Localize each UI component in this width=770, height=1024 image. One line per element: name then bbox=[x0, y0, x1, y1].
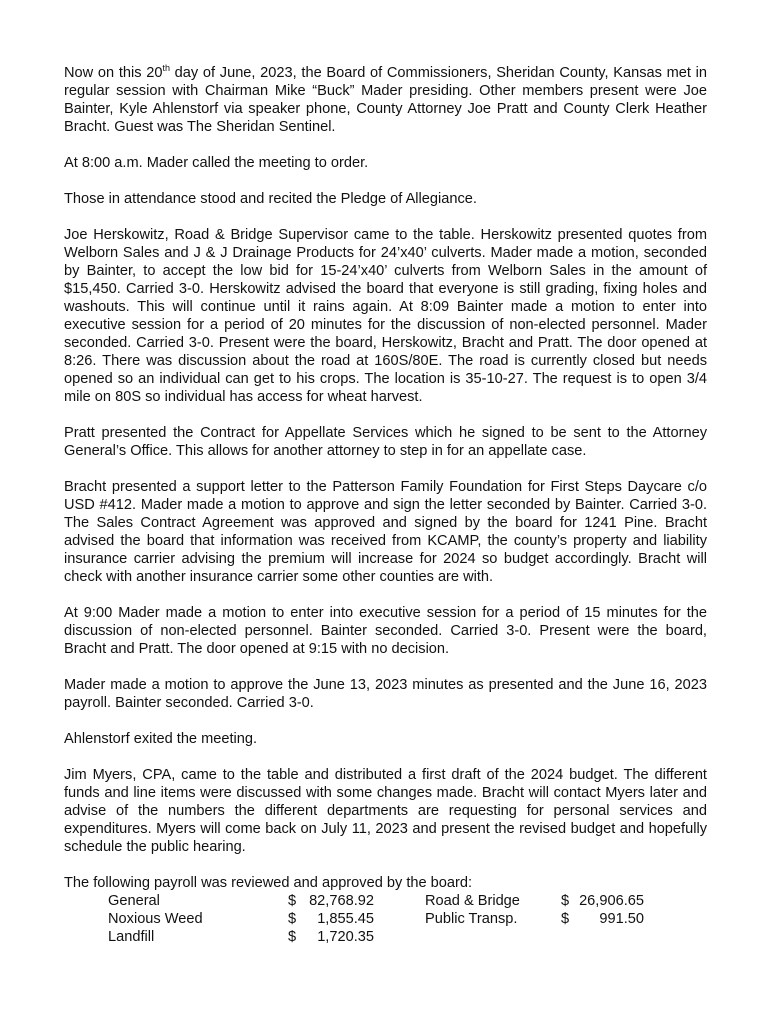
payroll-intro: The following payroll was reviewed and approved by the board: bbox=[64, 875, 473, 891]
ahlenstorf-exit-paragraph: Ahlenstorf exited the meeting. bbox=[64, 731, 258, 747]
opening-text-part2: day of June, 2023, the Board of Commissioners, Sheridan County, Kansas met in regular session with Chairman Mike “Buck” Mader presiding. Other members present were Joe Bainter, Kyle Ahlenstorf via speaker phone, County Attorney Joe Pratt and County Clerk Heather Bracht. Guest was The Sheridan Sentinel. bbox=[64, 65, 707, 135]
ordinal-superscript: th bbox=[162, 63, 170, 74]
minutes-approval-paragraph: Mader made a motion to approve the June 13, 2023 minutes as presented and the June 16, 2023 payroll. Bainter seconded. Carried 3-0. bbox=[64, 677, 707, 711]
dollar-sign: $ bbox=[561, 911, 570, 927]
payroll-fund-name: Road & Bridge bbox=[425, 893, 520, 909]
payroll-table bbox=[64, 892, 707, 946]
payroll-fund-name: Public Transp. bbox=[425, 911, 518, 927]
road-bridge-paragraph: Joe Herskowitz, Road & Bridge Supervisor came to the table. Herskowitz presented quotes from Welborn Sales and J & J Drainage Products for 24’x40’ culverts. Mader made a motion, seconded by Bainter, to accept the low bid for 15-24’x40’ culverts from Welborn Sales in the amount of $15,450. Carried 3-0. Herskowitz advised the board that everyone is still grading, fixing holes and washouts. This will continue until it rains again. At 8:09 Bainter made a motion to enter into executive session for a period of 20 minutes for the discussion of non-elected personnel. Mader seconded. Carried 3-0. Present were the board, Herskowitz, Bracht and Pratt. The door opened at 8:26. There was discussion about the road at 160S/80E. The road is currently closed but needs opened so an individual can get to his crops. The location is 35-10-27. The request is to open 3/4 mile on 80S so individual has access for wheat harvest. bbox=[64, 227, 707, 405]
payroll-fund-name: General bbox=[108, 893, 160, 909]
payroll-amount: 1,855.45 bbox=[317, 911, 374, 927]
payroll-fund-name: Noxious Weed bbox=[108, 911, 203, 927]
dollar-sign: $ bbox=[288, 893, 297, 909]
payroll-amount: 1,720.35 bbox=[317, 929, 374, 945]
payroll-amount: 26,906.65 bbox=[579, 893, 644, 909]
dollar-sign: $ bbox=[561, 893, 570, 909]
opening-paragraph bbox=[64, 64, 707, 136]
opening-text-part1: Now on this 20 bbox=[64, 65, 163, 81]
minutes-document bbox=[64, 64, 707, 946]
payroll-amount: 991.50 bbox=[599, 911, 644, 927]
payroll-fund-name: Landfill bbox=[108, 929, 155, 945]
dollar-sign: $ bbox=[288, 929, 297, 945]
dollar-sign: $ bbox=[288, 911, 297, 927]
call-to-order-paragraph: At 8:00 a.m. Mader called the meeting to order. bbox=[64, 155, 369, 171]
budget-paragraph: Jim Myers, CPA, came to the table and distributed a first draft of the 2024 budget. The different funds and line items were discussed with some changes made. Bracht will contact Myers later and advise of the numbers the different departments are requesting for personal services and expenditures. Myers will come back on July 11, 2023 and present the revised budget and hopefully schedule the public hearing. bbox=[64, 767, 707, 855]
support-letter-paragraph: Bracht presented a support letter to the Patterson Family Foundation for First Steps Daycare c/o USD #412. Mader made a motion to approve and sign the letter seconded by Bainter. Carried 3-0. The Sales Contract Agreement was approved and signed by the board for 1241 Pine. Bracht advised the board that information was received from KCAMP, the county’s property and liability insurance carrier advising the premium will increase for 2024 so budget accordingly. Bracht will check with another insurance carrier some other counties are with. bbox=[64, 479, 707, 585]
executive-session-paragraph: At 9:00 Mader made a motion to enter into executive session for a period of 15 minutes for the discussion of non-elected personnel. Bainter seconded. Carried 3-0. Present were the board, Bracht and Pratt. The door opened at 9:15 with no decision. bbox=[64, 605, 707, 657]
appellate-paragraph: Pratt presented the Contract for Appellate Services which he signed to be sent to the Attorney General’s Office. This allows for another attorney to step in for an appellate case. bbox=[64, 425, 707, 459]
pledge-paragraph: Those in attendance stood and recited the Pledge of Allegiance. bbox=[64, 191, 477, 207]
payroll-amount: 82,768.92 bbox=[309, 893, 374, 909]
